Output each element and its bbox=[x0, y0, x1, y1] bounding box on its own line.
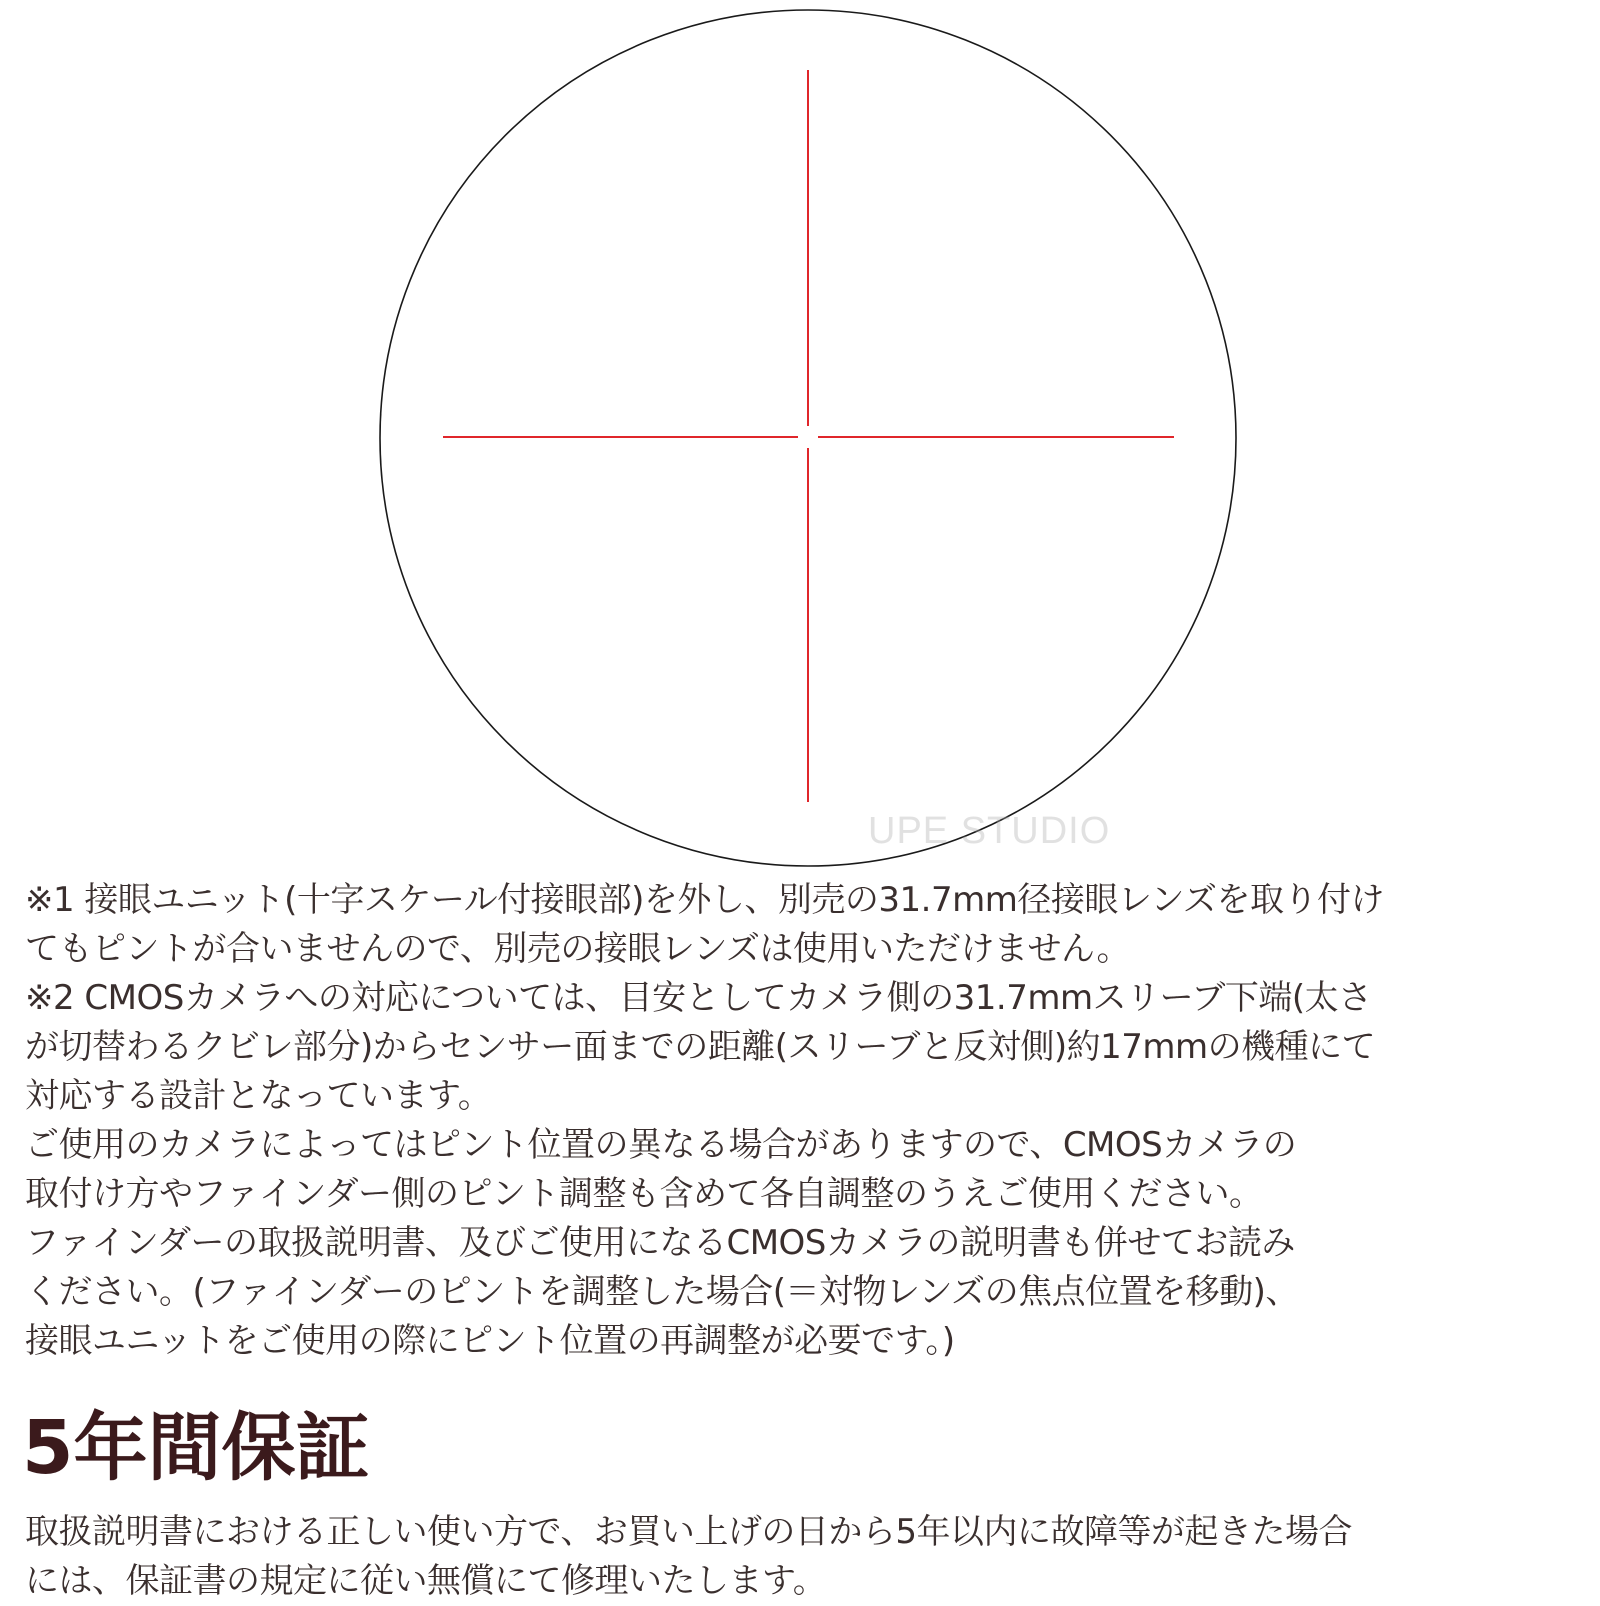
note-line: てもピントが合いませんので、別売の接眼レンズは使用いただけません。 bbox=[25, 929, 1130, 969]
note-line: 取付け方やファインダー側のピント調整も含めて各自調整のうえご使用ください。 bbox=[25, 1174, 1263, 1214]
note-line: 対応する設計となっています。 bbox=[25, 1076, 492, 1116]
warranty-line: には、保証書の規定に従い無償にて修理いたします。 bbox=[25, 1561, 827, 1601]
note-line: ご使用のカメラによってはピント位置の異なる場合がありますので、CMOSカメラの bbox=[25, 1125, 1297, 1165]
watermark-logo: UPE STUDIO bbox=[868, 810, 1111, 852]
note-line: ファインダーの取扱説明書、及びご使用になるCMOSカメラの説明書も併せてお読み bbox=[25, 1223, 1295, 1263]
note-line: ※1 接眼ユニット(十字スケール付接眼部)を外し、別売の31.7mm径接眼レンズを取り付け bbox=[25, 880, 1384, 920]
notes-section bbox=[25, 876, 1585, 1366]
warranty-description bbox=[25, 1508, 1585, 1606]
note-line: が切替わるクビレ部分)からセンサー面までの距離(スリーブと反対側)約17mmの機種にて bbox=[25, 1027, 1376, 1067]
warranty-title: 5年間保証 bbox=[22, 1405, 370, 1491]
warranty-line: 取扱説明書における正しい使い方で、お買い上げの日から5年以内に故障等が起きた場合 bbox=[25, 1512, 1352, 1552]
note-line: ※2 CMOSカメラへの対応については、目安としてカメラ側の31.7mmスリーブ下端(太さ bbox=[25, 978, 1372, 1018]
note-line: 接眼ユニットをご使用の際にピント位置の再調整が必要です。) bbox=[25, 1321, 955, 1361]
note-line: ください。(ファインダーのピントを調整した場合(＝対物レンズの焦点位置を移動)、 bbox=[25, 1272, 1299, 1312]
